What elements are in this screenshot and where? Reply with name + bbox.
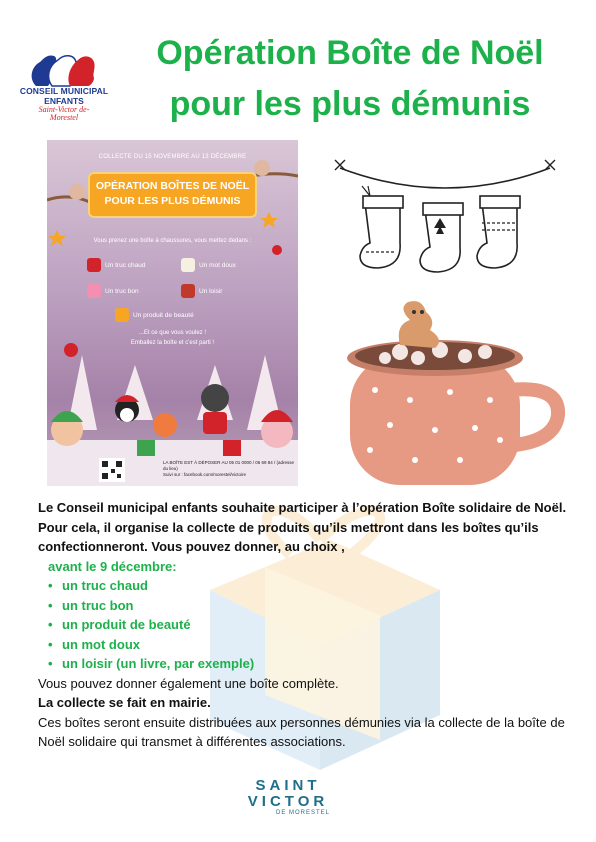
- poster-header: COLLECTE DU 15 NOVEMBRE AU 13 DÉCEMBRE: [98, 154, 247, 160]
- poster-banner: [90, 174, 255, 216]
- letter-icon: [181, 258, 195, 272]
- candy-icon: [87, 284, 101, 298]
- town-logo-line-1: SAINT: [255, 777, 321, 794]
- poster-intro: Vous prenez une boîte à chaussures, vous mettez dedans :: [93, 238, 252, 244]
- town-logo-line-2: VICTOR: [247, 793, 329, 810]
- deadline: avant le 9 décembre:: [48, 558, 177, 574]
- poster-image: [47, 140, 298, 486]
- list-item: • un truc bon: [48, 596, 568, 616]
- title-line-2: pour les plus démunis: [169, 85, 531, 123]
- poster-footer: LA BOÎTE EST À DÉPOSER AU 05 01 0000 / 06 69 84 / (adresse du lieu) Suivi sur : facebook.com/morestel/victoire: [163, 460, 294, 477]
- paragraph-complete-box: Vous pouvez donner également une boîte complète.: [38, 675, 339, 691]
- book-icon: [181, 284, 195, 298]
- christmas-stockings-icon: [330, 148, 560, 278]
- main-text: [38, 498, 568, 752]
- paragraph-collection: Pour cela, il organise la collecte de produits qu’ils mettront dans les boîtes qu’ils confectionneront. Vous pouvez donner, au choix ,: [38, 519, 539, 554]
- poster-banner-line-2: POUR LES PLUS DÉMUNIS: [104, 195, 241, 207]
- poster-item: Un truc chaud: [87, 258, 145, 272]
- hot-cocoa-mug-icon: [340, 300, 570, 490]
- donation-list: [38, 576, 568, 674]
- logo-line-1: CONSEIL MUNICIPAL: [19, 86, 109, 96]
- saint-victor-logo: [238, 778, 338, 826]
- poster-outro-2: Emballez la boîte et c'est parti !: [130, 340, 215, 346]
- poster-item: Un loisir: [181, 284, 222, 298]
- list-item: • un mot doux: [48, 635, 568, 655]
- town-logo-line-3: DE MORESTEL: [275, 810, 330, 816]
- list-item: • un truc chaud: [48, 576, 568, 596]
- poster-banner-line-1: OPÉRATION BOÎTES DE NOËL: [95, 180, 250, 192]
- poster-outro-1: ...Et ce que vous voulez !: [138, 330, 207, 336]
- poster-item: Un mot doux: [181, 258, 236, 272]
- logo-line-3: Saint-Victor de-Morestel: [38, 105, 90, 122]
- profile-silhouettes-icon: [18, 48, 110, 88]
- paragraph-distribution: Ces boîtes seront ensuite distribuées aux personnes démunies via la collecte de la boîte de Noël solidaire qui transmet à différentes associations.: [38, 714, 565, 749]
- scarf-icon: [87, 258, 101, 272]
- cosmetics-icon: [115, 308, 129, 322]
- municipal-council-logo: [18, 48, 110, 130]
- poster-item: Un produit de beauté: [115, 308, 194, 322]
- paragraph-location: La collecte se fait en mairie.: [38, 695, 211, 710]
- logo-line-2: ENFANTS: [44, 96, 84, 106]
- list-item: • un produit de beauté: [48, 615, 568, 635]
- title-line-1: Opération Boîte de Noël: [156, 34, 544, 72]
- list-item: • un loisir (un livre, par exemple): [48, 654, 568, 674]
- poster-item: Un truc bon: [87, 284, 139, 298]
- page-title: [112, 28, 588, 130]
- paragraph-intro: Le Conseil municipal enfants souhaite participer à l’opération Boîte solidaire de Noël.: [38, 500, 567, 515]
